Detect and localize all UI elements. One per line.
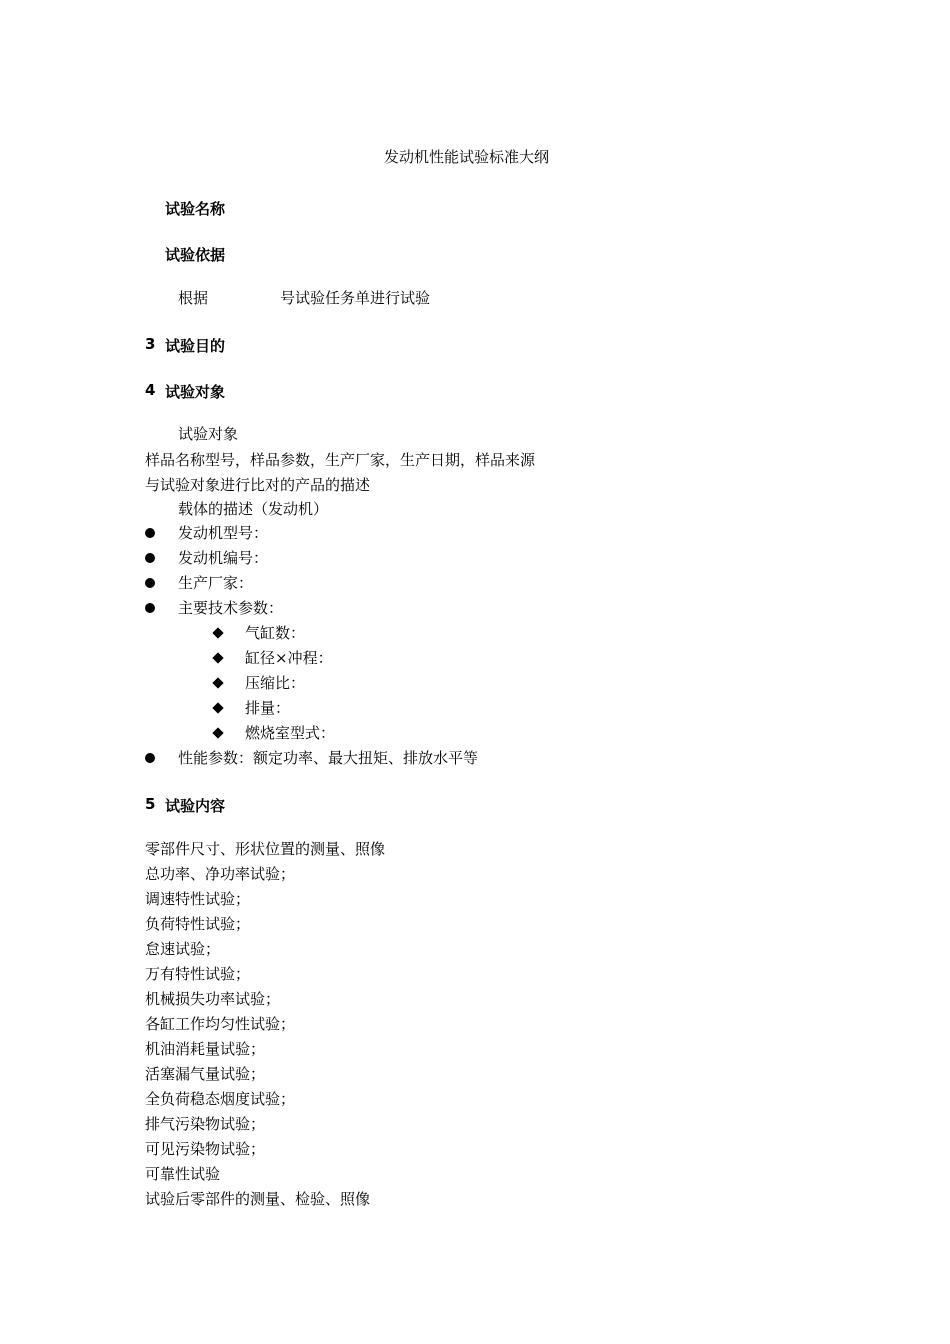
bullet-manufacturer: 生产厂家：: [178, 574, 254, 592]
bullet-engine-model: 发动机型号：: [178, 524, 269, 542]
list-item: 全负荷稳态烟度试验；: [145, 1090, 296, 1108]
list-item: 可靠性试验: [145, 1165, 221, 1183]
param-cylinders: 气缸数：: [245, 624, 306, 642]
diamond-bullet-icon: [212, 627, 223, 638]
bullet-dot-icon: [145, 553, 155, 563]
object-subheading: 试验对象: [178, 425, 239, 443]
list-item: 负荷特性试验；: [145, 915, 251, 933]
diamond-bullet-icon: [212, 652, 223, 663]
carrier-subheading: 载体的描述（发动机）: [178, 500, 329, 518]
bullet-item: [145, 749, 155, 767]
section-heading-test-name: 试验名称: [165, 200, 226, 218]
list-item: 调速特性试验；: [145, 890, 251, 908]
list-item: 试验后零部件的测量、检验、照像: [145, 1190, 371, 1208]
sub-bullet-item: [214, 649, 222, 667]
bullet-item: [145, 549, 155, 567]
bullet-dot-icon: [145, 528, 155, 538]
bullet-dot-icon: [145, 578, 155, 588]
section-heading-test-basis: 试验依据: [165, 246, 226, 264]
section-number-3: 3: [145, 335, 156, 353]
param-compression-ratio: 压缩比：: [245, 674, 306, 692]
diamond-bullet-icon: [212, 727, 223, 738]
bullet-item: [145, 524, 155, 542]
section-heading-test-object: 试验对象: [165, 383, 226, 401]
bullet-engine-number: 发动机编号：: [178, 549, 269, 567]
param-displacement: 排量：: [245, 699, 291, 717]
bullet-item: [145, 599, 155, 617]
list-item: 万有特性试验；: [145, 965, 251, 983]
bullet-item: [145, 574, 155, 592]
bullet-dot-icon: [145, 603, 155, 613]
object-compare-line: 与试验对象进行比对的产品的描述: [145, 476, 371, 494]
diamond-bullet-icon: [212, 702, 223, 713]
param-bore-stroke: 缸径×冲程：: [245, 649, 333, 667]
list-item: 各缸工作均匀性试验；: [145, 1015, 296, 1033]
param-combustion-chamber: 燃烧室型式：: [245, 724, 336, 742]
section-heading-test-purpose: 试验目的: [165, 337, 226, 355]
object-sample-line: 样品名称型号，样品参数，生产厂家，生产日期，样品来源: [145, 451, 536, 469]
list-item: 怠速试验；: [145, 940, 221, 958]
basis-prefix: 根据: [178, 289, 209, 307]
bullet-main-params: 主要技术参数：: [178, 599, 284, 617]
section-number-5: 5: [145, 795, 156, 813]
document-title: 发动机性能试验标准大纲: [384, 148, 550, 166]
list-item: 总功率、净功率试验；: [145, 865, 296, 883]
section-heading-test-content: 试验内容: [165, 797, 226, 815]
basis-suffix: 号试验任务单进行试验: [280, 289, 431, 307]
test-content-list: [145, 837, 385, 1212]
bullet-performance-params: 性能参数：额定功率、最大扭矩、排放水平等: [178, 749, 479, 767]
list-item: 活塞漏气量试验；: [145, 1065, 266, 1083]
list-item: 排气污染物试验；: [145, 1115, 266, 1133]
sub-bullet-item: [214, 624, 222, 642]
diamond-bullet-icon: [212, 677, 223, 688]
list-item: 可见污染物试验；: [145, 1140, 266, 1158]
list-item: 零部件尺寸、形状位置的测量、照像: [145, 840, 386, 858]
sub-bullet-item: [214, 699, 222, 717]
bullet-dot-icon: [145, 753, 155, 763]
sub-bullet-item: [214, 724, 222, 742]
list-item: 机油消耗量试验；: [145, 1040, 266, 1058]
list-item: 机械损失功率试验；: [145, 990, 281, 1008]
section-number-4: 4: [145, 381, 156, 399]
sub-bullet-item: [214, 674, 222, 692]
